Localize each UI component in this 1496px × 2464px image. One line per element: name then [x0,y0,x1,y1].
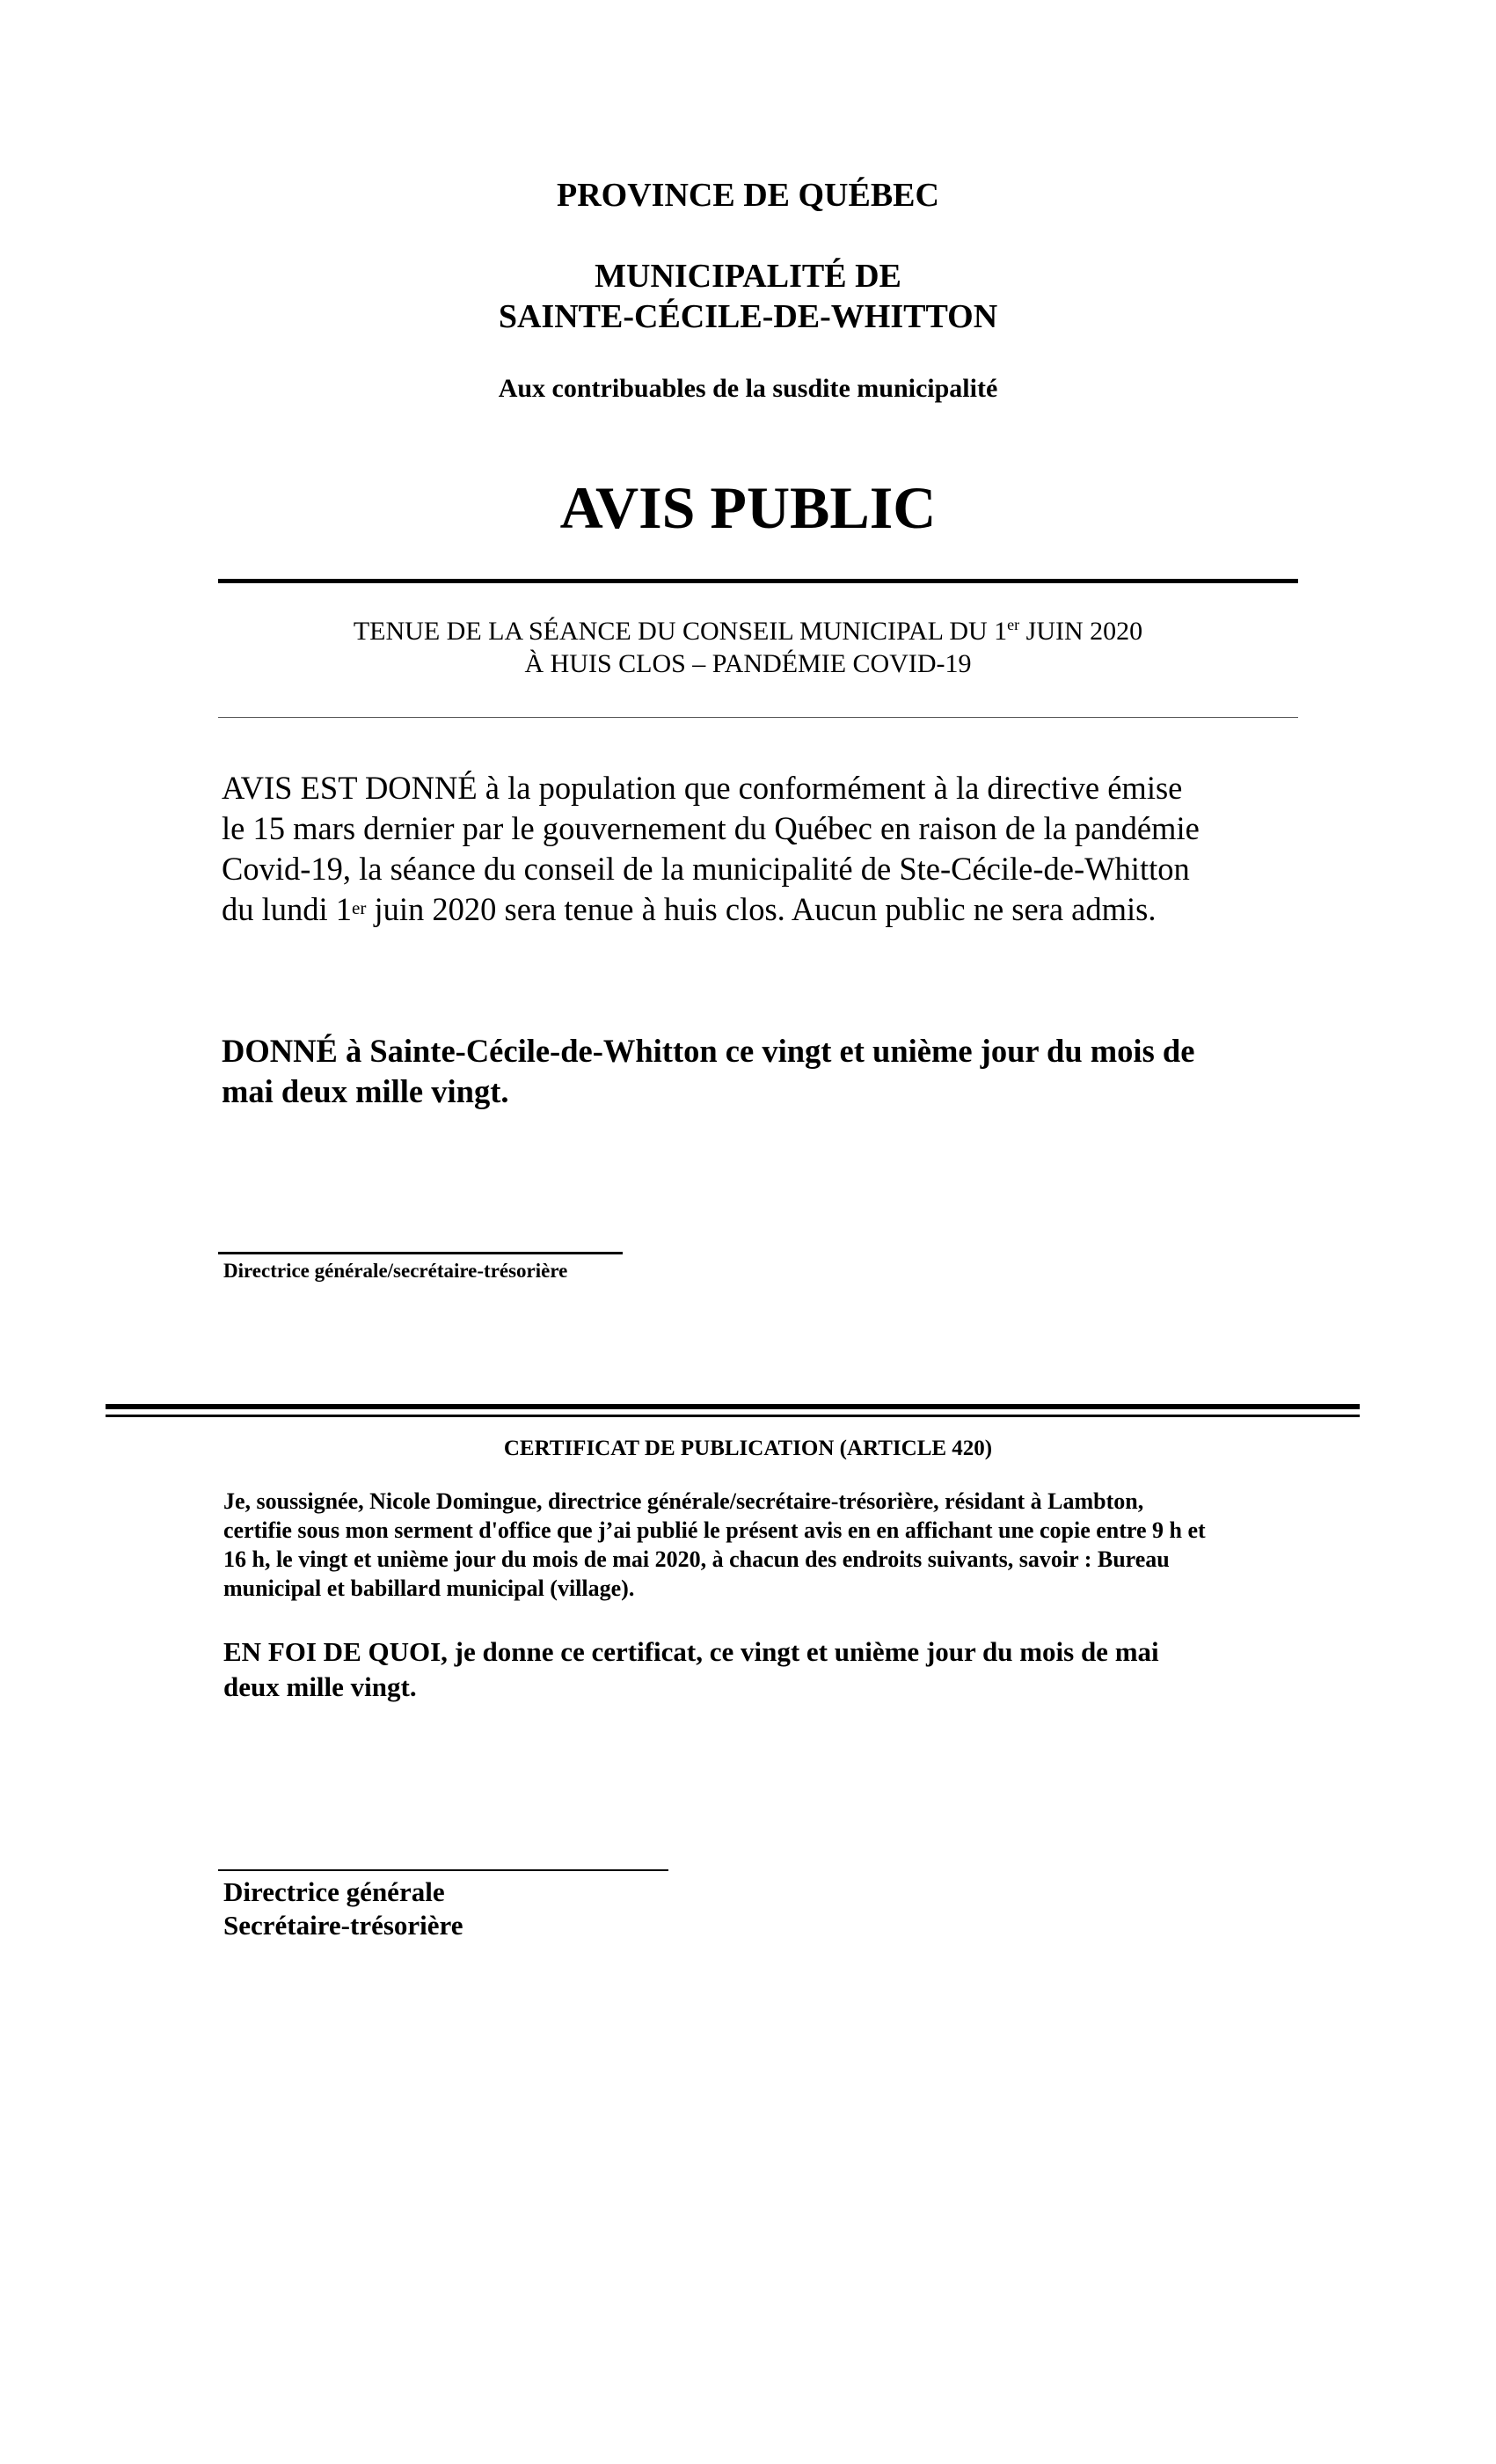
certificate-signature-label-line2: Secrétaire-trésorière [223,1910,463,1941]
signature-line [218,1252,623,1254]
section-divider-thin [106,1415,1360,1417]
audience-line: Aux contribuables de la susdite municipalité [498,374,998,403]
given-statement: DONNÉ à Sainte-Cécile-de-Whitton ce vingt et unième jour du mois de mai deux mille vingt. [222,1033,1195,1109]
certificate-signature-label-line1: Directrice générale [223,1876,445,1907]
signature-label: Directrice générale/secrétaire-trésorière [223,1260,568,1282]
subject-line1-sup: er [1007,616,1020,633]
certificate-title: CERTIFICAT DE PUBLICATION (ARTICLE 420) [503,1437,993,1460]
province-heading: PROVINCE DE QUÉBEC [557,177,939,214]
municipality-heading-line2: SAINTE-CÉCILE-DE-WHITTON [498,298,998,335]
subject-divider [218,717,1298,718]
page-title: AVIS PUBLIC [559,474,937,541]
municipality-heading-line1: MUNICIPALITÉ DE [595,258,901,295]
notice-sup: er [352,897,367,918]
notice-text-end: juin 2020 sera tenue à huis clos. Aucun public ne sera admis. [366,891,1157,927]
section-divider-thick [106,1404,1360,1409]
subject-line1 [0,616,1496,647]
subject-line2: À HUIS CLOS – PANDÉMIE COVID-19 [524,649,972,678]
certificate-body: Je, soussignée, Nicole Domingue, directrice générale/secrétaire-trésorière, résidant à Lambton, certifie sous mon serment d'office que j’ai publié le présent avis en en affichant une copie entre 9 h et 16 h, le vingt et unième jour du mois de mai 2020, à chacun des endroits suivants, savoir : Bureau municipal et babillard municipal (village). [223,1488,1206,1601]
certificate-faith-statement: EN FOI DE QUOI, je donne ce certificat, ce vingt et unième jour du mois de mai deux mille vingt. [223,1636,1159,1702]
notice-text-start: AVIS EST DONNÉ à la population que conformément à la directive émise le 15 mars dernier par le gouvernement du Québec en raison de la pandémie Covid-19, la séance du conseil de la municipalité de Ste-Cécile-de-Whitton du lundi 1 [222,770,1200,927]
certificate-signature-line [218,1869,668,1871]
notice-paragraph [222,768,1312,930]
subject-line1-start: TENUE DE LA SÉANCE DU CONSEIL MUNICIPAL DU 1 [353,617,1008,646]
title-divider [218,579,1298,583]
subject-line1-end: JUIN 2020 [1019,617,1143,646]
